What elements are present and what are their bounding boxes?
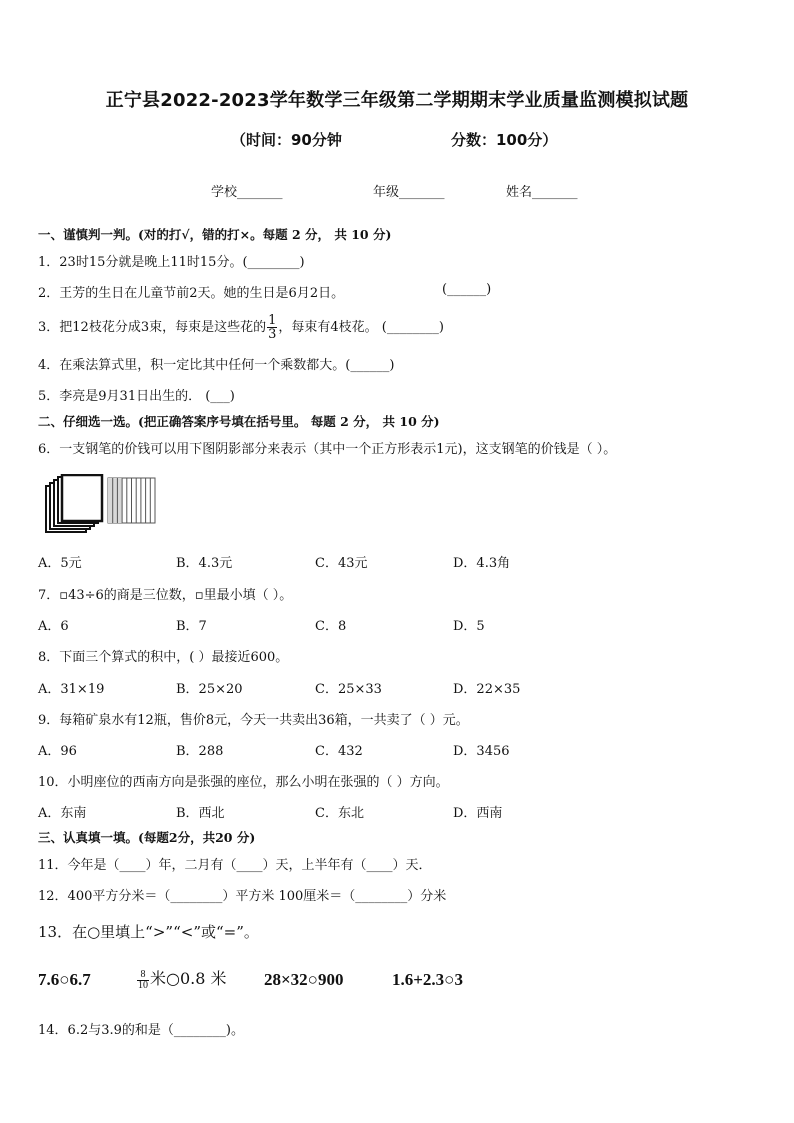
q13-expression-3: 28×32○900 [264, 970, 344, 989]
q13-expression-1: 7.6○6.7 [38, 970, 91, 989]
question-2-blank: (______) [442, 282, 492, 297]
q6-option-c: C．43元 [315, 556, 368, 571]
q8-option-b: B．25×20 [176, 682, 243, 697]
question-5: 5．李亮是9月31日出生的． (___) [38, 389, 235, 404]
grade-field: 年级_______ [373, 185, 445, 200]
q8-option-a: A．31×19 [38, 682, 105, 697]
question-6: 6．一支钢笔的价钱可以用下图阴影部分来表示（其中一个正方形表示1元)，这支钢笔的价钱是（ ）。 [38, 442, 617, 457]
one-third-fraction: $\frac{1}{3}$ [268, 313, 277, 342]
question-11: 11．今年是（____）年，二月有（____）天，上半年有（____）天． [38, 858, 432, 873]
q10-option-b: B．西北 [176, 806, 225, 821]
school-field: 学校_______ [211, 185, 283, 200]
unit-square-5 [62, 475, 102, 521]
q13-expression-2: $\frac{8}{10}$ 米○0.8 米 [138, 968, 227, 991]
question-10: 10．小明座位的西南方向是张强的座位，那么小明在张强的（ ）方向。 [38, 775, 449, 790]
shaded-strips [108, 478, 122, 523]
question-7: 7．▫43÷6的商是三位数，▫里最小填（ ）。 [38, 588, 293, 603]
question-1: 1．23时15分就是晚上11时15分。(________) [38, 255, 305, 270]
section-2-heading: 二、仔细选一选。(把正确答案序号填在括号里。 每题 2 分， 共 10 分) [38, 414, 440, 429]
page-title: 正宁县2022-2023学年数学三年级第二学期期末学业质量监测模拟试题 [105, 90, 689, 111]
q7-option-a: A．6 [38, 619, 69, 634]
time-limit: （时间：90分钟 [231, 131, 342, 149]
question-9: 9．每箱矿泉水有12瓶，售价8元，今天一共卖出36箱，一共卖了（ ）元。 [38, 713, 469, 728]
eight-tenths-fraction: $\frac{8}{10}$ [138, 968, 148, 991]
q10-option-a: A．东南 [38, 806, 87, 821]
q6-option-a: A．5元 [38, 556, 82, 571]
question-4: 4．在乘法算式里，积一定比其中任何一个乘数都大。(______) [38, 358, 395, 373]
total-score: 分数：100分） [451, 131, 558, 149]
q6-option-b: B．4.3元 [176, 556, 233, 571]
q9-option-b: B．288 [176, 744, 224, 759]
section-1-heading: 一、谨慎判一判。(对的打√，错的打×。每题 2 分， 共 10 分) [38, 227, 392, 242]
q10-option-c: C．东北 [315, 806, 364, 821]
q9-option-d: D．3456 [453, 744, 510, 759]
q7-option-c: C．8 [315, 619, 347, 634]
price-figure [44, 474, 160, 538]
question-3-text-post: ，每束有4枝花。 (________) [278, 320, 444, 335]
q7-option-b: B．7 [176, 619, 207, 634]
q9-option-c: C．432 [315, 744, 363, 759]
question-3 [38, 314, 444, 341]
question-14: 14．6.2与3.9的和是（________)。 [38, 1023, 244, 1038]
q8-option-d: D．22×35 [453, 682, 521, 697]
question-3-text-pre: 3．把12枝花分成3束，每束是这些花的 [38, 320, 267, 335]
question-13: 13．在○里填上“>”“<”或“=”。 [38, 923, 259, 941]
q9-option-a: A．96 [38, 744, 77, 759]
question-8: 8．下面三个算式的积中，( ）最接近600。 [38, 650, 289, 665]
unit-squares-stack [46, 475, 102, 532]
q6-option-d: D．4.3角 [453, 556, 511, 571]
q10-option-d: D．西南 [453, 806, 503, 821]
section-3-heading: 三、认真填一填。(每题2分，共20 分) [38, 830, 256, 845]
name-field: 姓名_______ [506, 185, 578, 200]
tenth-strips [108, 478, 155, 523]
q7-option-d: D．5 [453, 619, 485, 634]
question-12: 12．400平方分米＝（________）平方米 100厘米＝（________）分米 [38, 889, 447, 904]
q8-option-c: C．25×33 [315, 682, 382, 697]
question-2: 2．王芳的生日在儿童节前2天。她的生日是6月2日。 [38, 286, 345, 301]
q13-expression-4: 1.6+2.3○3 [392, 970, 463, 989]
